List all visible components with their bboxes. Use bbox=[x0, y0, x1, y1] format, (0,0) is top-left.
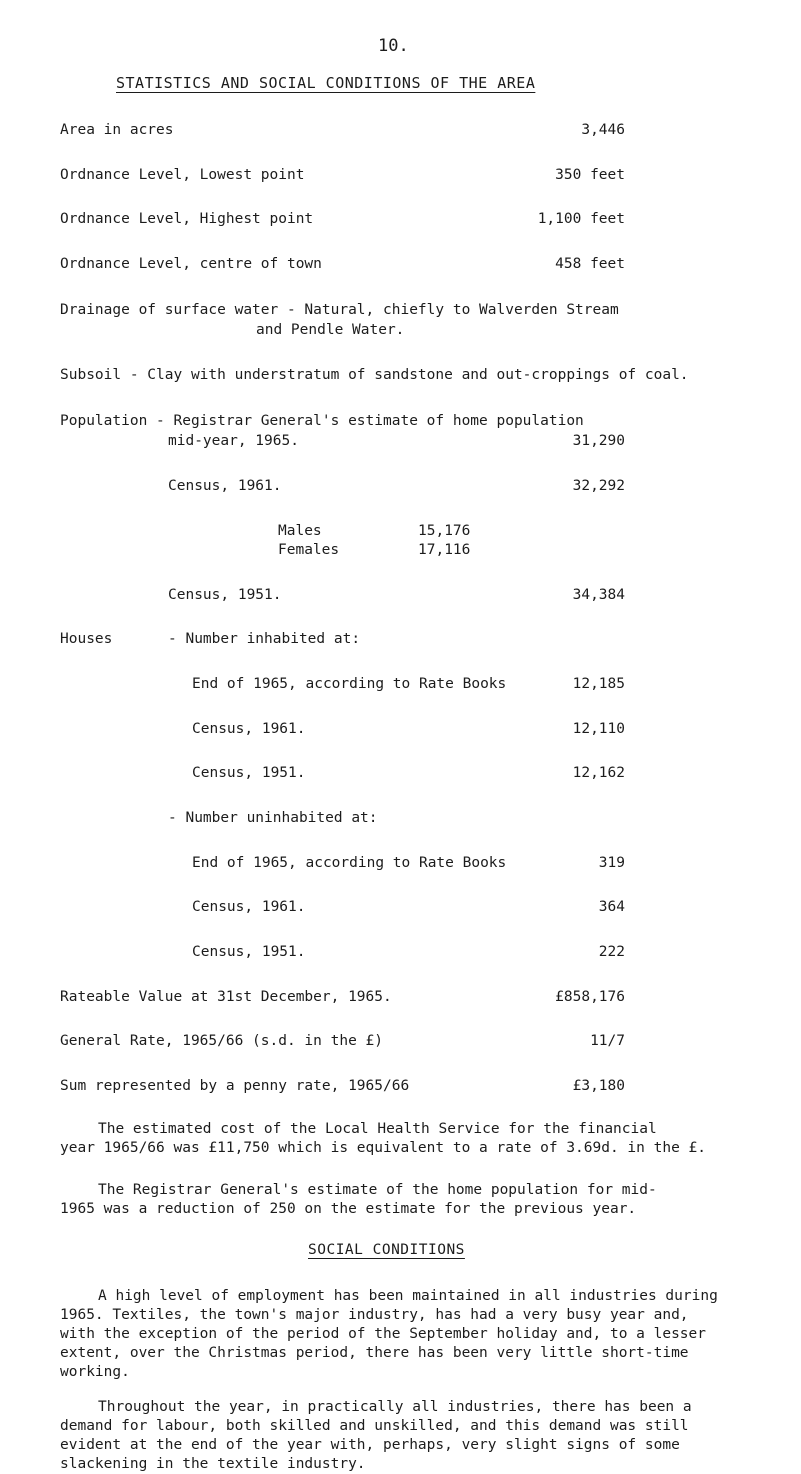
penny-rate-value: £3,180 bbox=[572, 1078, 625, 1094]
houses-label: Houses bbox=[60, 631, 113, 647]
rateable-value: £858,176 bbox=[555, 989, 625, 1005]
general-rate-label: General Rate, 1965/66 (s.d. in the £) bbox=[60, 1033, 384, 1049]
labour-paragraph: Throughout the year, in practically all industries, there has been a demand for labour, both skilled and unskilled, and this demand was still evident at the end of the year with, perhaps, very slight signs of some slackening in the textile industry. bbox=[60, 1399, 692, 1472]
social-conditions-heading: SOCIAL CONDITIONS bbox=[308, 1242, 465, 1258]
ordnance-centre-value: 458 feet bbox=[555, 256, 625, 272]
inhabited-1951-value: 12,162 bbox=[572, 765, 625, 781]
ordnance-highest-value: 1,100 feet bbox=[537, 211, 625, 227]
area-label: Area in acres bbox=[60, 122, 174, 138]
registrar-paragraph: The Registrar General's estimate of the home population for mid- 1965 was a reduction of 250 on the estimate for the previous year. bbox=[60, 1182, 657, 1217]
uninhabited-1951-label: Census, 1951. bbox=[192, 944, 306, 960]
area-value: 3,446 bbox=[581, 122, 625, 138]
males-label: Males bbox=[278, 523, 322, 539]
inhabited-1961-label: Census, 1961. bbox=[192, 721, 306, 737]
rateable-value-label: Rateable Value at 31st December, 1965. bbox=[60, 989, 392, 1005]
census-1961-label: Census, 1961. bbox=[168, 478, 282, 494]
ordnance-highest-label: Ordnance Level, Highest point bbox=[60, 211, 314, 227]
ordnance-centre-label: Ordnance Level, centre of town bbox=[60, 256, 322, 272]
page-number: 10. bbox=[378, 36, 409, 56]
males-value: 15,176 bbox=[418, 523, 471, 539]
uninhabited-label: - Number uninhabited at: bbox=[168, 810, 378, 826]
cost-paragraph: The estimated cost of the Local Health Service for the financial year 1965/66 was £11,750 which is equivalent to a rate of 3.69d. in the £. bbox=[60, 1121, 707, 1156]
uninhabited-rate-books-value: 319 bbox=[598, 855, 625, 871]
general-rate-value: 11/7 bbox=[590, 1033, 625, 1049]
uninhabited-1961-label: Census, 1961. bbox=[192, 899, 306, 915]
inhabited-rate-books-label: End of 1965, according to Rate Books bbox=[192, 676, 507, 692]
drainage-line2: and Pendle Water. bbox=[256, 322, 405, 338]
population-estimate: 31,290 bbox=[572, 433, 625, 449]
inhabited-1961-value: 12,110 bbox=[572, 721, 625, 737]
uninhabited-rate-books-label: End of 1965, according to Rate Books bbox=[192, 855, 507, 871]
employment-paragraph: A high level of employment has been maintained in all industries during 1965. Textiles, the town's major industry, has had a very busy year and, with the exception of the period of the September holiday and, to a lesser extent, over the Christmas period, there has been very little short-time working. bbox=[60, 1288, 718, 1380]
inhabited-1951-label: Census, 1951. bbox=[192, 765, 306, 781]
ordnance-lowest-value: 350 feet bbox=[555, 167, 625, 183]
population-line2: mid-year, 1965. bbox=[168, 433, 299, 449]
drainage-line1: Drainage of surface water - Natural, chiefly to Walverden Stream bbox=[60, 302, 619, 318]
females-value: 17,116 bbox=[418, 542, 471, 558]
penny-rate-label: Sum represented by a penny rate, 1965/66 bbox=[60, 1078, 410, 1094]
uninhabited-1961-value: 364 bbox=[598, 899, 625, 915]
uninhabited-1951-value: 222 bbox=[598, 944, 625, 960]
subsoil-text: Subsoil - Clay with understratum of sandstone and out-croppings of coal. bbox=[60, 367, 689, 383]
census-1961-value: 32,292 bbox=[572, 478, 625, 494]
census-1951-value: 34,384 bbox=[572, 587, 625, 603]
females-label: Females bbox=[278, 542, 340, 558]
inhabited-rate-books-value: 12,185 bbox=[572, 676, 625, 692]
page-heading: STATISTICS AND SOCIAL CONDITIONS OF THE AREA bbox=[116, 74, 536, 92]
ordnance-lowest-label: Ordnance Level, Lowest point bbox=[60, 167, 305, 183]
inhabited-label: - Number inhabited at: bbox=[168, 631, 361, 647]
population-line1: Population - Registrar General's estimate of home population bbox=[60, 413, 584, 429]
census-1951-label: Census, 1951. bbox=[168, 587, 282, 603]
